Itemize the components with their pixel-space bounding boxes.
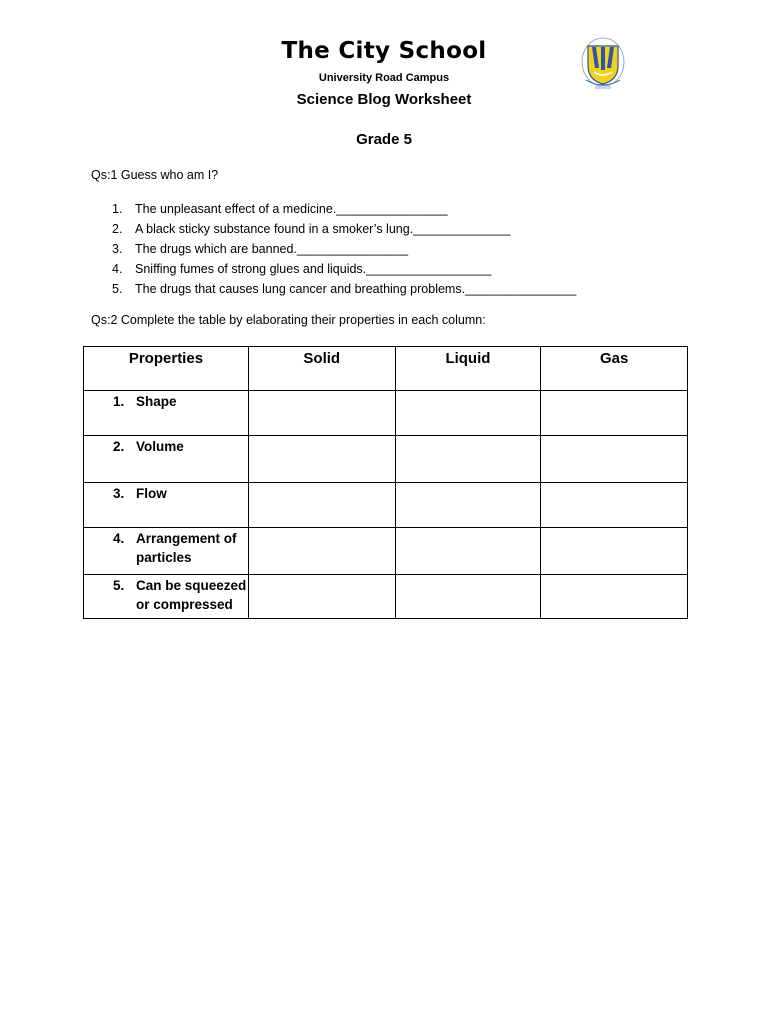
gas-answer-cell[interactable]: [541, 436, 688, 483]
liquid-answer-cell[interactable]: [395, 391, 541, 436]
property-number: 3.: [113, 486, 125, 501]
property-cell: [84, 436, 249, 483]
property-cell: [84, 483, 249, 528]
list-item: [112, 281, 576, 301]
worksheet-title: Science Blog Worksheet: [296, 91, 472, 108]
header-liquid: Liquid: [395, 347, 541, 391]
list-item: [112, 221, 576, 241]
item-text: The drugs which are banned.________________: [135, 242, 409, 256]
property-cell: [84, 528, 249, 575]
campus-name: University Road Campus: [318, 72, 450, 84]
list-item: [112, 261, 576, 281]
item-number: 5.: [112, 282, 123, 296]
property-number: 5.: [113, 578, 125, 593]
question-2-prompt: Qs:2 Complete the table by elaborating their properties in each column:: [91, 313, 486, 327]
liquid-answer-cell[interactable]: [395, 436, 541, 483]
property-number: 1.: [113, 394, 125, 409]
property-label: Flow: [136, 486, 167, 501]
property-number: 4.: [113, 531, 125, 546]
list-item: [112, 241, 576, 261]
question-1-prompt: Qs:1 Guess who am I?: [91, 168, 219, 182]
property-cell: [84, 575, 249, 619]
school-crest-logo-icon: [580, 36, 626, 92]
table-row: [84, 528, 688, 575]
header-properties: Properties: [84, 347, 249, 391]
grade-heading: Grade 5: [356, 131, 412, 148]
header-gas: Gas: [541, 347, 688, 391]
gas-answer-cell[interactable]: [541, 483, 688, 528]
item-number: 2.: [112, 222, 123, 236]
property-cell: [84, 391, 249, 436]
liquid-answer-cell[interactable]: [395, 483, 541, 528]
solid-answer-cell[interactable]: [248, 436, 395, 483]
table-row: [84, 391, 688, 436]
list-item: [112, 201, 576, 221]
item-text: The drugs that causes lung cancer and breathing problems.________________: [135, 282, 577, 296]
item-number: 1.: [112, 202, 123, 216]
gas-answer-cell[interactable]: [541, 528, 688, 575]
solid-answer-cell[interactable]: [248, 528, 395, 575]
table-header-row: [84, 347, 688, 391]
property-label: Shape: [136, 394, 177, 409]
liquid-answer-cell[interactable]: [395, 528, 541, 575]
properties-table: [83, 346, 688, 619]
header-solid: Solid: [248, 347, 395, 391]
property-label: Can be squeezed or compressed: [136, 578, 247, 612]
table-row: [84, 575, 688, 619]
school-name: The City School: [281, 38, 487, 64]
item-text: The unpleasant effect of a medicine.________________: [135, 202, 448, 216]
item-text: Sniffing fumes of strong glues and liquids.__________________: [135, 262, 492, 276]
gas-answer-cell[interactable]: [541, 575, 688, 619]
property-number: 2.: [113, 439, 125, 454]
gas-answer-cell[interactable]: [541, 391, 688, 436]
solid-answer-cell[interactable]: [248, 575, 395, 619]
table-row: [84, 436, 688, 483]
item-number: 4.: [112, 262, 123, 276]
property-label: Volume: [136, 439, 184, 454]
item-number: 3.: [112, 242, 123, 256]
liquid-answer-cell[interactable]: [395, 575, 541, 619]
property-label: Arrangement of particles: [136, 531, 237, 565]
table-row: [84, 483, 688, 528]
question-1-list: [112, 201, 576, 301]
solid-answer-cell[interactable]: [248, 391, 395, 436]
item-text: A black sticky substance found in a smoker’s lung.______________: [135, 222, 511, 236]
solid-answer-cell[interactable]: [248, 483, 395, 528]
